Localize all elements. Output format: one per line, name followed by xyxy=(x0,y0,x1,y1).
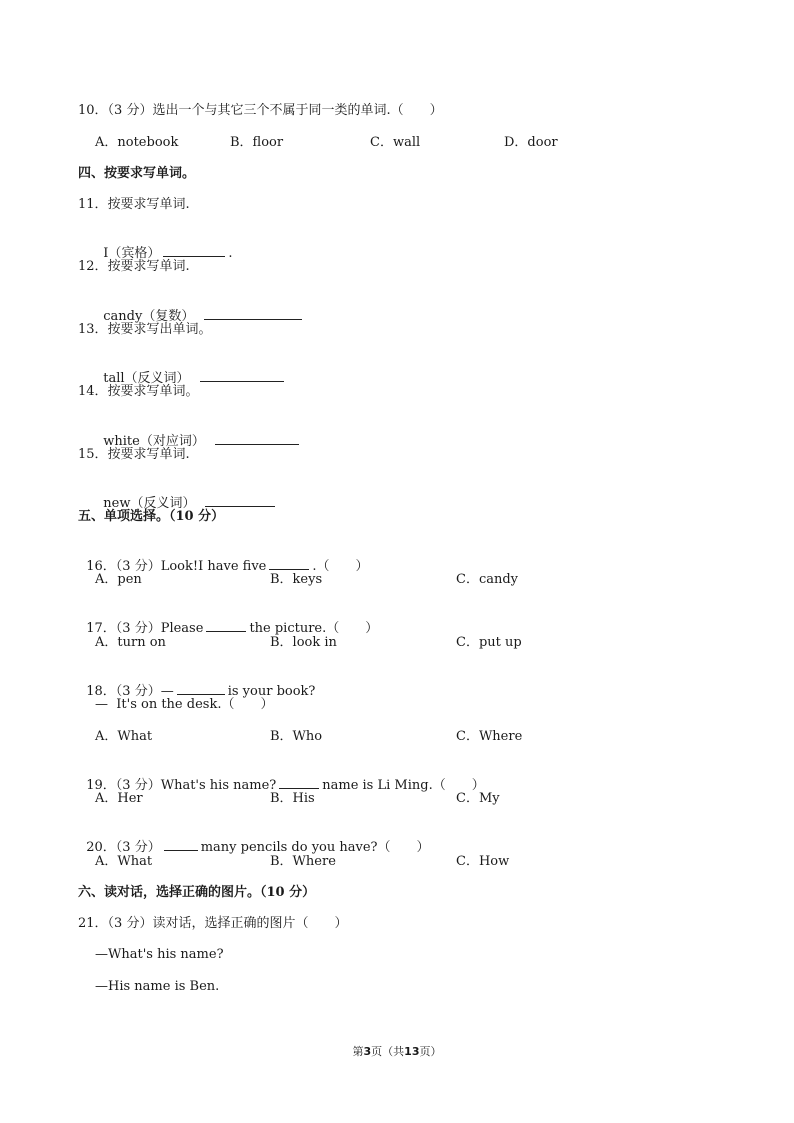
q16-stem xyxy=(78,541,369,575)
q21-stem: 21．（3 分）读对话，选择正确的图片（ ） xyxy=(78,916,348,931)
q13-prompt: tall（反义词） xyxy=(103,371,190,386)
q16-option-a: A．pen xyxy=(95,572,142,587)
footer-suffix: 页） xyxy=(419,1045,442,1058)
footer-prefix: 第 xyxy=(352,1045,364,1058)
q16-stem-b: .（ ） xyxy=(312,559,369,574)
q11-answer-line xyxy=(95,228,233,262)
q18-stem-a: 18．（3 分）— xyxy=(86,684,174,699)
q17-blank[interactable] xyxy=(206,619,246,632)
page-footer xyxy=(0,1043,794,1059)
q10-option-a: A．notebook xyxy=(95,135,179,150)
q13-answer-line xyxy=(95,353,287,387)
q20-blank[interactable] xyxy=(164,838,198,851)
section-5-title: 五、单项选择。（10 分） xyxy=(78,509,225,524)
q17-stem xyxy=(78,603,378,637)
q14-prompt: white（对应词） xyxy=(103,434,205,449)
q18-option-b: B．Who xyxy=(270,729,323,744)
q19-option-b: B．His xyxy=(270,791,315,806)
q18-blank[interactable] xyxy=(177,682,225,695)
q15-prompt: new（反义词） xyxy=(103,496,196,511)
q15-blank[interactable] xyxy=(205,494,275,507)
q12-prompt: candy（复数） xyxy=(103,309,195,324)
q17-option-b: B．look in xyxy=(270,635,337,650)
q21-dialog-line-2: —His name is Ben. xyxy=(95,979,220,994)
q16-stem-a: 16．（3 分）Look!I have five xyxy=(86,559,267,574)
q18-option-a: A．What xyxy=(95,729,153,744)
q11-blank[interactable] xyxy=(163,244,225,257)
q20-stem-a: 20．（3 分） xyxy=(86,840,161,855)
q13-stem: 13．按要求写出单词。 xyxy=(78,322,212,337)
q16-option-b: B．keys xyxy=(270,572,323,587)
q14-answer-line xyxy=(95,416,302,450)
footer-page-number: 3 xyxy=(363,1045,372,1058)
q21-dialog-line-1: —What's his name? xyxy=(95,947,224,962)
q15-stem: 15．按要求写单词. xyxy=(78,447,190,462)
q18-option-c: C．Where xyxy=(456,729,523,744)
q19-option-c: C．My xyxy=(456,791,500,806)
q10-option-d: D．door xyxy=(504,135,558,150)
q13-blank[interactable] xyxy=(200,369,284,382)
q12-answer-line xyxy=(95,291,305,325)
q20-stem-b: many pencils do you have?（ ） xyxy=(200,840,430,855)
q18-line2: — It's on the desk.（ ） xyxy=(95,697,274,712)
q14-blank[interactable] xyxy=(215,432,299,445)
q18-stem-b: is your book? xyxy=(227,684,316,699)
q17-option-a: A．turn on xyxy=(95,635,166,650)
q19-stem-a: 19．（3 分）What's his name? xyxy=(86,778,277,793)
q10-option-b: B．floor xyxy=(230,135,284,150)
q20-stem xyxy=(78,822,430,856)
q20-option-b: B．Where xyxy=(270,854,336,869)
q17-option-c: C．put up xyxy=(456,635,522,650)
q11-prompt: I（宾格） xyxy=(103,246,161,261)
q19-stem xyxy=(78,760,485,794)
q15-answer-line xyxy=(95,478,278,512)
q11-end: . xyxy=(228,246,233,261)
q17-stem-a: 17．（3 分）Please xyxy=(86,621,204,636)
q10-option-c: C．wall xyxy=(370,135,421,150)
q19-stem-b: name is Li Ming.（ ） xyxy=(322,778,485,793)
q16-blank[interactable] xyxy=(269,557,309,570)
q11-stem: 11．按要求写单词. xyxy=(78,197,190,212)
q19-blank[interactable] xyxy=(279,776,319,789)
q20-option-c: C．How xyxy=(456,854,510,869)
q10-stem: 10．（3 分）选出一个与其它三个不属于同一类的单词.（ ） xyxy=(78,103,443,118)
section-6-title: 六、读对话，选择正确的图片。（10 分） xyxy=(78,885,316,900)
q12-blank[interactable] xyxy=(204,307,302,320)
q16-option-c: C．candy xyxy=(456,572,519,587)
q19-option-a: A．Her xyxy=(95,791,143,806)
section-4-title: 四、按要求写单词。 xyxy=(78,166,196,181)
q12-stem: 12．按要求写单词. xyxy=(78,259,190,274)
q20-option-a: A．What xyxy=(95,854,153,869)
footer-mid: 页（共 xyxy=(371,1045,405,1058)
q14-stem: 14．按要求写单词。 xyxy=(78,384,199,399)
q17-stem-b: the picture.（ ） xyxy=(249,621,379,636)
q18-stem xyxy=(78,666,315,700)
footer-total-pages: 13 xyxy=(404,1045,420,1058)
